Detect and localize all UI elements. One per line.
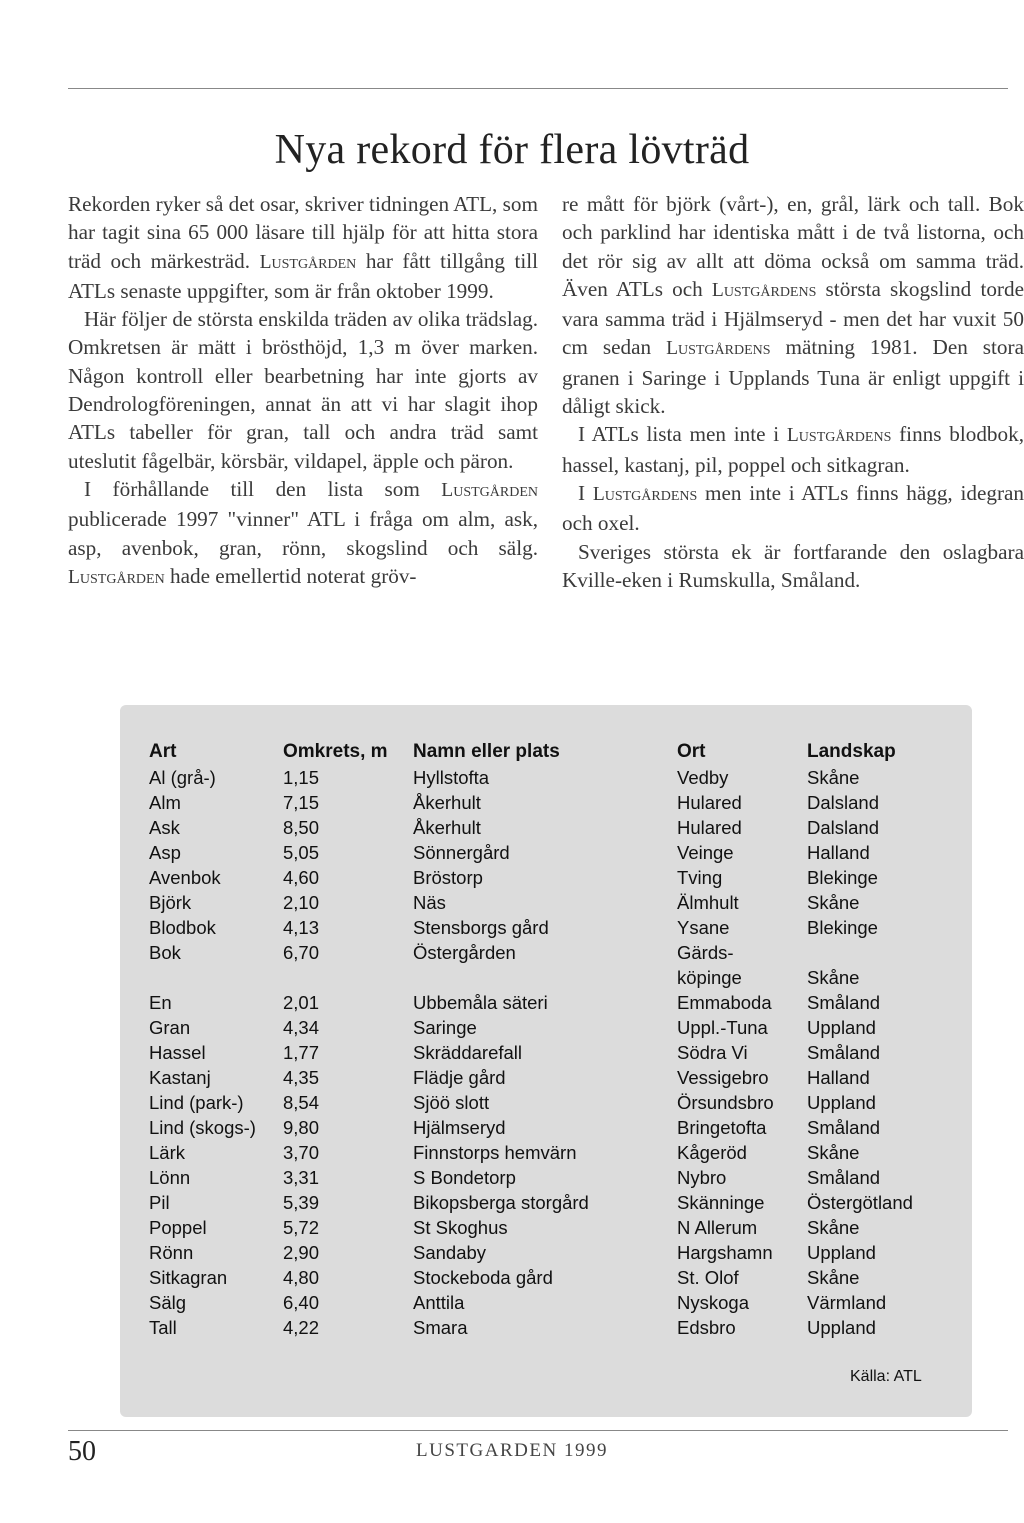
left-paragraph-2: Här följer de största enskilda träden av olika trädslag. Omkretsen är mätt i brösthöjd, 1,3 m över marken. Någon kontroll eller bearbetning har inte gjorts av Dendrologföreningen, annat än att vi har slagit ihop ATLs tabeller för gran, tall och andra träd samt uteslutit fågelbär, körsbär, vildapel, äpple och päron.: [68, 307, 538, 473]
cell-art: Sälg: [149, 1292, 187, 1313]
cell-omkrets: 8,50: [283, 817, 320, 838]
cell-omkrets: 5,39: [283, 1192, 320, 1213]
cell-art: Hassel: [149, 1042, 206, 1063]
cell-landskap: Skåne: [807, 892, 860, 913]
table-row: [145, 940, 957, 965]
cell-namn: Stockeboda gård: [413, 1267, 553, 1288]
table-row: [145, 1240, 957, 1265]
left-paragraph-3: [68, 475, 538, 592]
right-paragraph-2: [562, 420, 1024, 479]
cell-ort: N Allerum: [677, 1217, 758, 1238]
cell-ort: Uppl.-Tuna: [677, 1017, 768, 1038]
table-row: [145, 765, 957, 790]
table-row: [145, 1190, 957, 1215]
table-source: Källa: ATL: [850, 1368, 922, 1385]
cell-ort: Nyskoga: [677, 1292, 749, 1313]
cell-namn: Sönnergård: [413, 842, 510, 863]
cell-omkrets: 4,80: [283, 1267, 320, 1288]
text-run: re mått för björk (vårt-), en, grål, lärk och tall. Bok och parklind har identiska mått i de två listorna, och det rör sig av allt att döma också om samma träd. Även ATLs och: [562, 192, 1024, 301]
cell-art: Al (grå-): [149, 767, 216, 788]
table-row: [145, 1115, 957, 1140]
table-row: [145, 1165, 957, 1190]
table-row: [145, 815, 957, 840]
cell-namn: Sjöö slott: [413, 1092, 490, 1113]
cell-namn: Sandaby: [413, 1242, 487, 1263]
cell-ort: Bringetofta: [677, 1117, 767, 1138]
text-run: hade emellertid noterat gröv-: [164, 563, 417, 588]
cell-landskap: Blekinge: [807, 867, 878, 888]
table-body: [145, 765, 957, 1340]
cell-omkrets: 2,10: [283, 892, 320, 913]
table-row: [145, 1065, 957, 1090]
cell-landskap: Småland: [807, 992, 881, 1013]
cell-art: Sitkagran: [149, 1267, 228, 1288]
table-row: [145, 990, 957, 1015]
cell-landskap: Blekinge: [807, 917, 878, 938]
cell-ort: Örsundsbro: [677, 1092, 774, 1113]
cell-omkrets: 7,15: [283, 792, 320, 813]
table-row: [145, 1090, 957, 1115]
cell-ort: Nybro: [677, 1167, 727, 1188]
cell-art: Gran: [149, 1017, 191, 1038]
cell-namn: Flädje gård: [413, 1067, 506, 1088]
cell-omkrets: 6,70: [283, 942, 320, 963]
cell-omkrets: 1,77: [283, 1042, 320, 1063]
cell-ort: Vessigebro: [677, 1067, 769, 1088]
cell-landskap: Halland: [807, 842, 870, 863]
small-caps-run: Lustgårdens: [666, 338, 771, 360]
text-run: I förhållande till den lista som: [84, 476, 442, 501]
cell-landskap: [807, 940, 957, 965]
cell-ort: Tving: [677, 867, 723, 888]
cell-landskap: Uppland: [807, 1017, 876, 1038]
cell-landskap: Värmland: [807, 1292, 887, 1313]
cell-landskap: Östergötland: [807, 1192, 913, 1213]
cell-art: Lind (park-): [149, 1092, 244, 1113]
cell-landskap: Småland: [807, 1042, 881, 1063]
cell-namn: Stensborgs gård: [413, 917, 549, 938]
cell-landskap: Skåne: [807, 1217, 860, 1238]
small-caps-run: Lustgårdens: [592, 483, 698, 505]
text-run: största skogslind torde vara samma träd i Hjälmseryd - men det har vuxit 50 cm sedan: [562, 276, 1024, 360]
table-row: [145, 1015, 957, 1040]
cell-ort: Ysane: [677, 917, 730, 938]
table-row: [145, 915, 957, 940]
cell-ort: köpinge: [677, 967, 742, 988]
cell-art: Lärk: [149, 1142, 185, 1163]
cell-omkrets: 4,22: [283, 1317, 320, 1338]
table-row: [145, 865, 957, 890]
text-run: men inte i ATLs finns hägg, idegran och oxel.: [562, 480, 1024, 536]
header-art: Art: [149, 740, 177, 762]
cell-art: Ask: [149, 817, 180, 838]
cell-ort: Hargshamn: [677, 1242, 773, 1263]
cell-omkrets: 5,05: [283, 842, 320, 863]
cell-omkrets: 3,31: [283, 1167, 320, 1188]
cell-namn: Näs: [413, 892, 446, 913]
cell-landskap: Skåne: [807, 767, 860, 788]
cell-ort: Hulared: [677, 792, 742, 813]
text-run: I ATLs lista men inte i: [578, 422, 787, 447]
article-title: Nya rekord för flera lövträd: [274, 127, 750, 173]
cell-omkrets: 5,72: [283, 1217, 320, 1238]
cell-art: Alm: [149, 792, 181, 813]
cell-ort: Kågeröd: [677, 1142, 747, 1163]
header-omkrets: Omkrets, m: [283, 740, 388, 762]
cell-namn: Bröstorp: [413, 867, 483, 888]
table-row: [145, 790, 957, 815]
publication-footer: LUSTGARDEN 1999: [416, 1440, 608, 1461]
right-column: [562, 190, 1024, 594]
cell-omkrets: 6,40: [283, 1292, 320, 1313]
cell-namn: Hjälmseryd: [413, 1117, 506, 1138]
header-ort: Ort: [677, 740, 706, 762]
text-run: publicerade 1997 "vinner" ATL i fråga om alm, ask, asp, avenbok, gran, rönn, skogslind och sälg.: [68, 507, 538, 560]
page-number: 50: [68, 1436, 96, 1467]
cell-namn: Smara: [413, 1317, 468, 1338]
table-row: [145, 1140, 957, 1165]
cell-art: Avenbok: [149, 867, 221, 888]
cell-omkrets: 4,13: [283, 917, 320, 938]
left-paragraph-1: [68, 190, 538, 305]
small-caps-run: Lustgårdens: [786, 425, 892, 447]
table-row: [145, 1265, 957, 1290]
cell-namn: Åkerhult: [413, 792, 481, 813]
header-landskap: Landskap: [807, 740, 896, 762]
text-run: Rekorden ryker så det osar, skriver tidningen ATL, som har tagit sina 65 000 läsare till hjälp för att hitta stora träd och märkesträd.: [68, 192, 538, 273]
small-caps-run: Lustgården: [68, 566, 165, 588]
cell-landskap: Skåne: [807, 967, 860, 988]
table-row: [145, 1315, 957, 1340]
cell-namn: Hyllstofta: [413, 767, 490, 788]
cell-art: Lind (skogs-): [149, 1117, 256, 1138]
cell-ort: Skänninge: [677, 1192, 765, 1213]
cell-ort: Älmhult: [677, 892, 739, 913]
left-column: [68, 190, 538, 592]
cell-landskap: Skåne: [807, 1142, 860, 1163]
cell-landskap: Småland: [807, 1117, 881, 1138]
right-paragraph-4: Sveriges största ek är fortfarande den oslagbara Kville-eken i Rumskulla, Småland.: [562, 539, 1024, 592]
header-namn: Namn eller plats: [413, 740, 560, 762]
cell-landskap: Halland: [807, 1067, 870, 1088]
cell-omkrets: 4,35: [283, 1067, 320, 1088]
text-run: I: [578, 480, 593, 505]
cell-omkrets: 2,90: [283, 1242, 320, 1263]
table-row: [145, 1215, 957, 1240]
cell-namn: Skräddarefall: [413, 1042, 523, 1063]
cell-omkrets: 9,80: [283, 1117, 320, 1138]
cell-omkrets: 4,60: [283, 867, 320, 888]
cell-ort: Vedby: [677, 767, 729, 788]
cell-ort: Gärds-: [677, 942, 734, 963]
table-row: [145, 1040, 957, 1065]
cell-namn: [413, 965, 677, 990]
cell-namn: Saringe: [413, 1017, 477, 1038]
cell-landskap: Småland: [807, 1167, 881, 1188]
text-run: har fått tillgång till ATLs senaste uppgifter, som är från oktober 1999.: [68, 248, 538, 303]
cell-art: Tall: [149, 1317, 177, 1338]
cell-omkrets: 2,01: [283, 992, 320, 1013]
cell-namn: Finnstorps hemvärn: [413, 1142, 577, 1163]
cell-art: Poppel: [149, 1217, 207, 1238]
cell-landskap: Skåne: [807, 1267, 860, 1288]
cell-landskap: Dalsland: [807, 817, 879, 838]
cell-landskap: Dalsland: [807, 792, 879, 813]
cell-omkrets: 1,15: [283, 767, 320, 788]
cell-ort: Veinge: [677, 842, 734, 863]
cell-art: [145, 965, 283, 990]
text-run: mätning 1981. Den stora granen i Saringe i Upplands Tuna är enligt uppgift i dåligt skick.: [562, 335, 1024, 419]
cell-namn: St Skoghus: [413, 1217, 508, 1238]
top-rule: [68, 88, 1008, 89]
cell-landskap: Uppland: [807, 1092, 876, 1113]
right-paragraph-3: [562, 479, 1024, 538]
cell-art: Rönn: [149, 1242, 194, 1263]
cell-art: Bok: [149, 942, 181, 963]
table-row: [145, 890, 957, 915]
cell-art: Pil: [149, 1192, 170, 1213]
cell-landskap: Uppland: [807, 1242, 876, 1263]
cell-namn: Ubbemåla säteri: [413, 992, 548, 1013]
cell-art: Blodbok: [149, 917, 216, 938]
cell-ort: Hulared: [677, 817, 742, 838]
cell-art: Kastanj: [149, 1067, 211, 1088]
table-row: [145, 840, 957, 865]
cell-namn: Anttila: [413, 1292, 465, 1313]
table-row: [145, 1290, 957, 1315]
cell-ort: St. Olof: [677, 1267, 739, 1288]
cell-namn: S Bondetorp: [413, 1167, 516, 1188]
cell-namn: Östergården: [413, 942, 516, 963]
bottom-rule: [68, 1430, 1008, 1431]
cell-art: Asp: [149, 842, 181, 863]
cell-namn: Bikopsberga storgård: [413, 1192, 589, 1213]
cell-omkrets: 4,34: [283, 1017, 320, 1038]
cell-omkrets: [283, 965, 413, 990]
table-row: [145, 965, 957, 990]
small-caps-run: Lustgårdens: [711, 279, 817, 301]
right-paragraph-1: [562, 190, 1024, 420]
cell-omkrets: 8,54: [283, 1092, 320, 1113]
cell-ort: Södra Vi: [677, 1042, 748, 1063]
cell-namn: Åkerhult: [413, 817, 481, 838]
cell-omkrets: 3,70: [283, 1142, 320, 1163]
cell-art: En: [149, 992, 172, 1013]
table-header-row: [145, 738, 957, 765]
tree-records-table: [145, 738, 957, 1340]
cell-ort: Emmaboda: [677, 992, 772, 1013]
small-caps-run: Lustgården: [441, 479, 538, 501]
cell-art: Lönn: [149, 1167, 191, 1188]
cell-landskap: Uppland: [807, 1317, 876, 1338]
text-run: finns blodbok, hassel, kastanj, pil, poppel och sitkagran.: [562, 422, 1024, 477]
small-caps-run: Lustgården: [259, 251, 357, 273]
cell-art: Björk: [149, 892, 192, 913]
cell-ort: Edsbro: [677, 1317, 736, 1338]
